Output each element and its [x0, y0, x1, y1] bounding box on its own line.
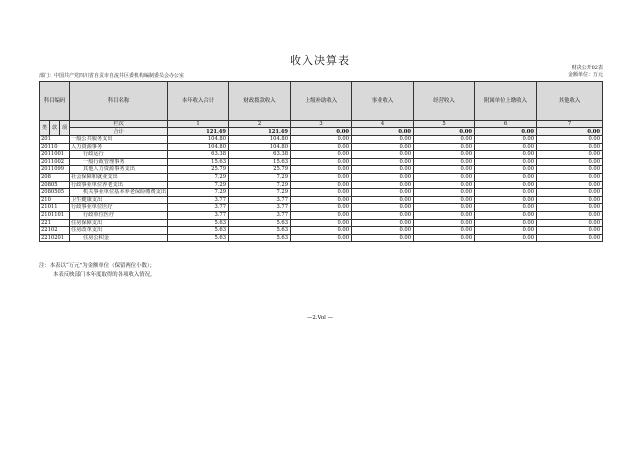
- amount-cell: 25.79: [168, 166, 229, 174]
- amount-cell: 7.29: [168, 189, 229, 197]
- subject-code-cell: 2210201: [40, 234, 70, 242]
- amount-cell: 0.00: [414, 219, 475, 227]
- item-label: 款: [50, 121, 60, 136]
- amount-cell: 0.00: [291, 234, 352, 242]
- header-col: 财政拨款收入: [229, 82, 291, 121]
- note-line-2: 本表反映部门本年度取得的各项收入情况。: [53, 272, 156, 278]
- column-number-row: [40, 121, 603, 128]
- amount-cell: 5.63: [168, 227, 229, 235]
- subject-name-cell: 行政事业单位养老支出: [70, 181, 168, 189]
- subject-name-cell: 行政事业单位医疗: [70, 204, 168, 212]
- amount-cell: 0.00: [475, 196, 537, 204]
- subject-code-cell: 2011099: [40, 166, 70, 174]
- total-value: 0.00: [475, 128, 537, 136]
- amount-cell: 0.00: [475, 181, 537, 189]
- amount-cell: 0.00: [414, 181, 475, 189]
- column-number: 5: [414, 121, 475, 128]
- amount-cell: 0.00: [291, 173, 352, 181]
- amount-cell: 0.00: [414, 136, 475, 144]
- page-title: 收入决算表: [290, 54, 350, 67]
- column-number: 7: [537, 121, 603, 128]
- amount-cell: 25.79: [229, 166, 291, 174]
- department-label: 部门：中国共产党四川省自贡市自流井区委机构编制委员会办公室: [39, 73, 185, 79]
- table-row: [40, 211, 603, 219]
- amount-cell: 0.00: [414, 166, 475, 174]
- amount-cell: 0.00: [352, 196, 414, 204]
- amount-cell: 0.00: [537, 196, 603, 204]
- amount-cell: 0.00: [291, 211, 352, 219]
- amount-cell: 7.29: [229, 181, 291, 189]
- amount-cell: 0.00: [537, 181, 603, 189]
- subject-code-cell: 2101101: [40, 211, 70, 219]
- header-col: 事业收入: [352, 82, 414, 121]
- subject-code-cell: 2080505: [40, 189, 70, 197]
- amount-cell: 0.00: [414, 173, 475, 181]
- amount-cell: 0.00: [414, 151, 475, 159]
- amount-cell: 5.63: [229, 227, 291, 235]
- subject-name-cell: 其他人力资源事务支出: [70, 166, 168, 174]
- column-number: 4: [352, 121, 414, 128]
- amount-cell: 63.38: [168, 151, 229, 159]
- amount-cell: 7.29: [168, 181, 229, 189]
- amount-cell: 0.00: [537, 166, 603, 174]
- amount-cell: 0.00: [414, 211, 475, 219]
- total-value: 0.00: [414, 128, 475, 136]
- table-row: [40, 173, 603, 181]
- amount-cell: 0.00: [352, 204, 414, 212]
- amount-cell: 0.00: [291, 158, 352, 166]
- table-notes: [39, 262, 155, 280]
- amount-cell: 0.00: [352, 158, 414, 166]
- amount-cell: 0.00: [291, 166, 352, 174]
- amount-cell: 0.00: [475, 166, 537, 174]
- column-number: 2: [229, 121, 291, 128]
- amount-cell: 0.00: [475, 151, 537, 159]
- total-label: 合计: [70, 128, 168, 136]
- total-value: 121.49: [168, 128, 229, 136]
- form-code: 财决公开02表: [571, 65, 603, 71]
- amount-cell: 0.00: [352, 211, 414, 219]
- subject-code-cell: 208: [40, 173, 70, 181]
- amount-cell: 0.00: [291, 189, 352, 197]
- subject-name-cell: 住房保障支出: [70, 219, 168, 227]
- header-row: [40, 82, 603, 121]
- amount-cell: 3.77: [229, 204, 291, 212]
- amount-cell: 0.00: [537, 234, 603, 242]
- kind-label: 类: [40, 121, 50, 136]
- amount-cell: 0.00: [475, 136, 537, 144]
- table-row: [40, 189, 603, 197]
- amount-cell: 63.38: [229, 151, 291, 159]
- amount-cell: 0.00: [475, 227, 537, 235]
- header-col: 上级补助收入: [291, 82, 352, 121]
- total-row: [40, 128, 603, 136]
- subject-name-cell: 社会保障和就业支出: [70, 173, 168, 181]
- amount-cell: 0.00: [475, 234, 537, 242]
- subject-name-cell: 一般公共服务支出: [70, 136, 168, 144]
- amount-cell: 0.00: [414, 204, 475, 212]
- amount-cell: 0.00: [414, 189, 475, 197]
- table-row: [40, 166, 603, 174]
- amount-cell: 104.80: [229, 143, 291, 151]
- amount-cell: 0.00: [291, 143, 352, 151]
- amount-cell: 0.00: [291, 196, 352, 204]
- amount-cell: 0.00: [537, 143, 603, 151]
- amount-cell: 0.00: [475, 189, 537, 197]
- page-number: —2.Vol —: [306, 315, 333, 321]
- amount-cell: 0.00: [475, 219, 537, 227]
- subject-code-cell: 20805: [40, 181, 70, 189]
- column-number: 3: [291, 121, 352, 128]
- amount-cell: 0.00: [475, 204, 537, 212]
- note-line-1: 注：本表以“万元”为金额单位（保留两位小数）；: [39, 263, 156, 269]
- total-value: 121.49: [229, 128, 291, 136]
- income-table: [39, 81, 603, 242]
- subject-name-cell: 一般行政管理事务: [70, 158, 168, 166]
- amount-cell: 0.00: [475, 158, 537, 166]
- subject-code-cell: 210: [40, 196, 70, 204]
- subject-name-cell: 住房公积金: [70, 234, 168, 242]
- table-row: [40, 196, 603, 204]
- subject-name-cell: 行政运行: [70, 151, 168, 159]
- amount-cell: 0.00: [537, 151, 603, 159]
- amount-cell: 0.00: [291, 227, 352, 235]
- amount-cell: 0.00: [352, 234, 414, 242]
- amount-cell: 0.00: [475, 211, 537, 219]
- amount-cell: 0.00: [537, 227, 603, 235]
- amount-cell: 0.00: [537, 204, 603, 212]
- header-col: 附属单位上缴收入: [475, 82, 537, 121]
- amount-cell: 15.63: [229, 158, 291, 166]
- amount-cell: 3.77: [229, 211, 291, 219]
- amount-cell: 5.63: [229, 234, 291, 242]
- column-number: 1: [168, 121, 229, 128]
- column-number: 6: [475, 121, 537, 128]
- amount-unit: 金额单位：万元: [567, 72, 603, 78]
- subject-name-cell: 卫生健康支出: [70, 196, 168, 204]
- subject-code-cell: 201: [40, 136, 70, 144]
- amount-cell: 0.00: [537, 219, 603, 227]
- table-row: [40, 136, 603, 144]
- table-row: [40, 234, 603, 242]
- subject-name-cell: 机关事业单位基本养老保险缴费支出: [70, 189, 168, 197]
- subject-name-cell: 人力资源事务: [70, 143, 168, 151]
- amount-cell: 0.00: [414, 234, 475, 242]
- amount-cell: 3.77: [168, 211, 229, 219]
- amount-cell: 0.00: [352, 151, 414, 159]
- amount-cell: 0.00: [352, 181, 414, 189]
- amount-cell: 0.00: [537, 211, 603, 219]
- table-row: [40, 204, 603, 212]
- header-col: 其他收入: [537, 82, 603, 121]
- amount-cell: 0.00: [291, 181, 352, 189]
- amount-cell: 0.00: [537, 136, 603, 144]
- amount-cell: 0.00: [475, 143, 537, 151]
- amount-cell: 0.00: [414, 158, 475, 166]
- amount-cell: 104.80: [168, 143, 229, 151]
- amount-cell: 15.63: [168, 158, 229, 166]
- sub-label: 项: [60, 121, 70, 136]
- subject-code-cell: 20110: [40, 143, 70, 151]
- amount-cell: 5.63: [229, 219, 291, 227]
- total-value: 0.00: [352, 128, 414, 136]
- amount-cell: 0.00: [352, 166, 414, 174]
- amount-cell: 0.00: [291, 204, 352, 212]
- subject-code-cell: 22102: [40, 227, 70, 235]
- subject-code-cell: 2011002: [40, 158, 70, 166]
- subject-name-cell: 住房改革支出: [70, 227, 168, 235]
- amount-cell: 104.80: [168, 136, 229, 144]
- amount-cell: 0.00: [537, 158, 603, 166]
- amount-cell: 0.00: [291, 219, 352, 227]
- subject-code-cell: 21011: [40, 204, 70, 212]
- amount-cell: 0.00: [352, 143, 414, 151]
- amount-cell: 7.29: [229, 189, 291, 197]
- amount-cell: 0.00: [537, 173, 603, 181]
- amount-cell: 7.29: [229, 173, 291, 181]
- amount-cell: 0.00: [291, 151, 352, 159]
- amount-cell: 0.00: [475, 173, 537, 181]
- amount-cell: 0.00: [352, 227, 414, 235]
- amount-cell: 0.00: [414, 196, 475, 204]
- amount-cell: 3.77: [168, 196, 229, 204]
- table-row: [40, 143, 603, 151]
- amount-cell: 3.77: [229, 196, 291, 204]
- subject-code-cell: 2011001: [40, 151, 70, 159]
- amount-cell: 104.80: [229, 136, 291, 144]
- amount-cell: 7.29: [168, 173, 229, 181]
- amount-cell: 0.00: [414, 143, 475, 151]
- header-col: 本年收入合计: [168, 82, 229, 121]
- amount-cell: 0.00: [291, 136, 352, 144]
- amount-cell: 0.00: [414, 227, 475, 235]
- table-row: [40, 158, 603, 166]
- amount-cell: 0.00: [352, 189, 414, 197]
- total-value: 0.00: [291, 128, 352, 136]
- amount-cell: 0.00: [352, 173, 414, 181]
- header-col: 经营收入: [414, 82, 475, 121]
- subject-name-cell: 行政单位医疗: [70, 211, 168, 219]
- header-subject-name: 科目名称: [70, 82, 168, 121]
- amount-cell: 0.00: [537, 189, 603, 197]
- table-row: [40, 181, 603, 189]
- amount-cell: 5.63: [168, 234, 229, 242]
- amount-cell: 0.00: [352, 219, 414, 227]
- total-value: 0.00: [537, 128, 603, 136]
- table-row: [40, 227, 603, 235]
- table-row: [40, 219, 603, 227]
- amount-cell: 0.00: [352, 136, 414, 144]
- subject-code-cell: 221: [40, 219, 70, 227]
- column-index-label: 栏次: [70, 121, 168, 128]
- table-row: [40, 151, 603, 159]
- amount-cell: 5.63: [168, 219, 229, 227]
- header-subject-code: 科目编码: [40, 82, 70, 121]
- amount-cell: 3.77: [168, 204, 229, 212]
